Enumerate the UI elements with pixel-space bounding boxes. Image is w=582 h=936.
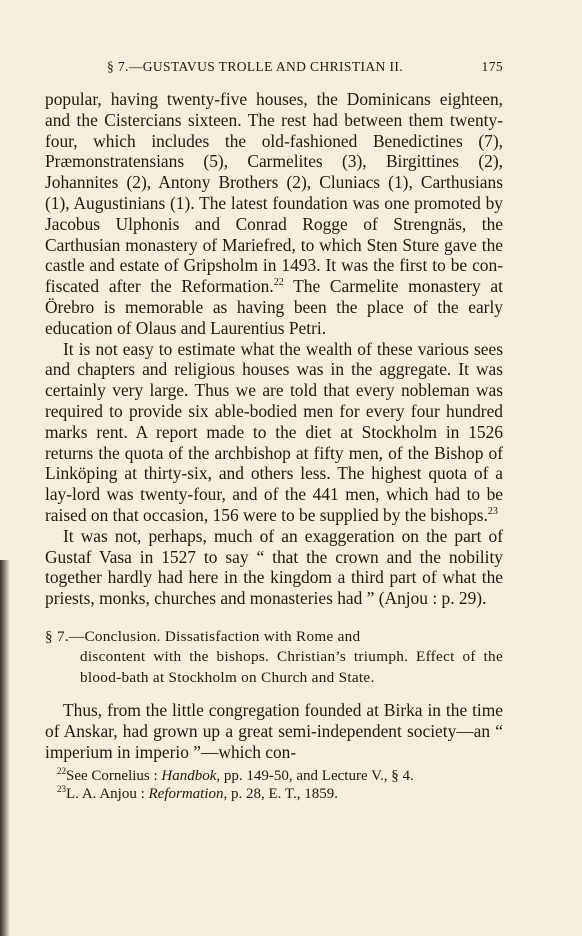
paragraph-2 [45,339,503,526]
footnote-text: L. A. Anjou : [66,785,149,802]
running-head-title: § 7.—GUSTAVUS TROLLE AND CHRISTIAN II. [107,59,404,74]
paragraph-1-text-cont: The Carmelite monastery at Örebro is memorable as having been the place of the early education of Olaus and Laurentius Petri. [45,276,503,338]
footnotes [45,767,503,803]
closing-paragraph: Thus, from the little congregation founded at Birka in the time of Anskar, had grown up a great semi-independent society—an “ imperium in imperio ”—which con- [45,700,503,763]
footnote-22 [45,767,503,785]
footnote-mark: 23 [57,783,66,794]
paragraph-2-text: It is not easy to estimate what the wealth of these various sees and chapters and religious houses was in the aggregate. It was certainly very large. Thus we are told that every nobleman was required to provide six able-bodied men for every four hundred marks rent. A report made to the diet at Stockholm in 1526 returns the quota of the archbishop at fifty men, of the Bishop of Linköping at thirty-six, and others less. The highest quota of a lay-lord was twenty-four, and of the 441 men, which had to be raised on that occasion, 156 were to be supplied by the bishops. [45,338,503,525]
binding-shadow [0,560,10,936]
footnote-ref-23: 23 [487,505,498,517]
paragraph-1 [45,89,503,339]
running-head [45,57,503,81]
footnote-23 [45,785,503,803]
footnote-mark: 22 [57,765,66,776]
section-heading [45,627,503,689]
paragraph-3-text: It was not, perhaps, much of an exaggeration on the part of Gustaf Vasa in 1527 to say “ that the crown and the nobility together hardly had here in the kingdom a third part of what the priests, monks, churches and monasteries had ” (Anjou : p. 29). [45,525,503,609]
paragraph-3 [45,526,503,609]
paragraph-1-text: popular, having twenty-five houses, the Dominicans eighteen, and the Cistercians sixteen. The rest had between them twenty-four, which includes the old-fashioned Benedictines (7), Præmonstratensians (5), Carmelites (3), Birgittines (2), Johannites (2), Antony Brothers (2), Cluniacs (1), Carthusians (1), Augustinians (1). The latest foundation was one promoted by Jacobus Ulphonis and Conrad Rogge of Strengnäs, the Carthusian monastery of Mariefred, to which Sten Sture gave the castle and estate of Gripsholm in 1493. It was the first to be confiscated after the Reformation. [45,89,503,297]
footnote-title: Handbok [161,767,217,784]
page-number: 175 [481,59,503,74]
section-heading-rest: discontent with the bishops. Christian’s triumph. Effect of the blood-bath at Stockholm on Church and State. [80,648,503,686]
footnote-title: Reformation [148,785,224,802]
footnote-text-cont: , p. 28, E. T., 1859. [223,785,338,802]
footnote-text-cont: , pp. 149-50, and Lecture V., § 4. [216,767,414,784]
footnote-text: See Cornelius : [66,767,162,784]
book-page [45,57,503,803]
main-text [45,89,503,803]
footnote-ref-22: 22 [273,277,284,289]
section-heading-lead: § 7.—Conclusion. Dissatisfaction with Rome and [45,627,361,645]
